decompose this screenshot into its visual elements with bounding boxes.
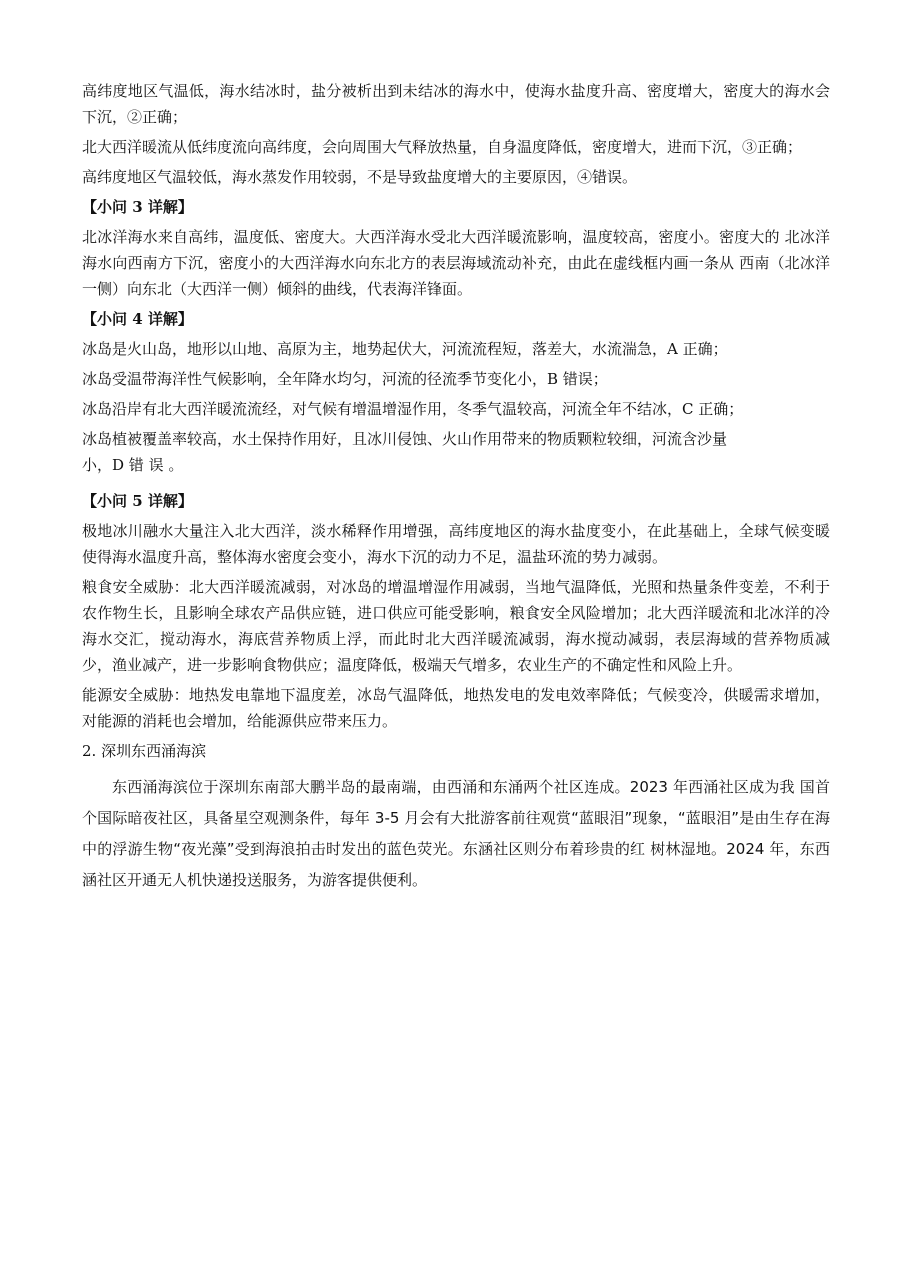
document-page [82,78,830,896]
q4-paragraph-2: 冰岛受温带海洋性气候影响，全年降水均匀，河流的径流季节变化小，B 错误； [82,370,608,388]
q2-paragraph-2: 北大西洋暖流从低纬度流向高纬度，会向周围大气释放热量，自身温度降低，密度增大，进而下沉，③正确； [82,138,803,156]
q5-paragraph-3: 能源安全威胁：地热发电靠地下温度差，冰岛气温降低，地热发电的发电效率降低；气候变冷，供暖需求增加，对能源的消耗也会增加，给能源供应带来压力。 [82,686,830,730]
q4-paragraph-1: 冰岛是火山岛，地形以山地、高原为主，地势起伏大，河流流程短，落差大，水流湍急，A 正确； [82,340,728,358]
q4-paragraph-4: 冰岛植被覆盖率较高，水土保持作用好，且冰川侵蚀、火山作用带来的物质颗粒较细，河流含沙量 [82,430,728,448]
q5-heading: 【小问 5 详解】 [82,492,193,510]
q5-paragraph-1: 极地冰川融水大量注入北大西洋，淡水稀释作用增强，高纬度地区的海水盐度变小，在此基础上，全球气候变暖使得海水温度升高，整体海水密度会变小，海水下沉的动力不足，温盐环流的势力减弱。 [82,522,830,566]
q4-paragraph-3: 冰岛沿岸有北大西洋暖流流经，对气候有增温增湿作用，冬季气温较高，河流全年不结冰，C 正确； [82,400,744,418]
q5-paragraph-2: 粮食安全威胁：北大西洋暖流减弱，对冰岛的增温增湿作用减弱，当地气温降低，光照和热量条件变差，不利于农作物生长，且影响全球农产品供应链，进口供应可能受影响，粮食安全风险增加；北大西洋暖流和北冰洋的冷海水交汇，搅动海水，海底营养物质上浮，而此时北大西洋暖流减弱，海水搅动减弱，表层海域的营养物质减少，渔业减产，进一步影响食物供应；温度降低，极端天气增多，农业生产的不确定性和风险上升。 [82,578,830,674]
q4-paragraph-4-end: 小，D 错 误 。 [82,456,184,474]
section-2-intro: 东西涌海滨位于深圳东南部大鹏半岛的最南端，由西涌和东涌两个社区连成。2023 年西涌社区成为我 国首个国际暗夜社区，具备星空观测条件，每年 3-5 月会有大批游客前往观赏“蓝眼泪”现象，“蓝眼泪”是由生存在海中的浮游生物“夜光藻”受到海浪拍击时发出的蓝色荧光。东涵社区则分布着珍贵的红 树林湿地。2024 年，东西涵社区开通无人机快递投送服务，为游客提供便利。 [82,778,830,889]
q3-heading: 【小问 3 详解】 [82,198,193,216]
q2-paragraph-3: 高纬度地区气温较低，海水蒸发作用较弱，不是导致盐度增大的主要原因，④错误。 [82,168,638,186]
q2-paragraph-1: 高纬度地区气温低，海水结冰时，盐分被析出到未结冰的海水中，使海水盐度升高、密度增大，密度大的海水会下沉，②正确； [82,82,830,126]
q3-paragraph-1: 北冰洋海水来自高纬，温度低、密度大。大西洋海水受北大西洋暖流影响，温度较高，密度小。密度大的 北冰洋海水向西南方下沉，密度小的大西洋海水向东北方的表层海域流动补充，由此在虚线框内画一条从 西南（北冰洋一侧）向东北（大西洋一侧）倾斜的曲线，代表海洋锋面。 [82,228,830,298]
section-2-title: 2. 深圳东西涌海滨 [82,742,207,760]
q4-heading: 【小问 4 详解】 [82,310,193,328]
